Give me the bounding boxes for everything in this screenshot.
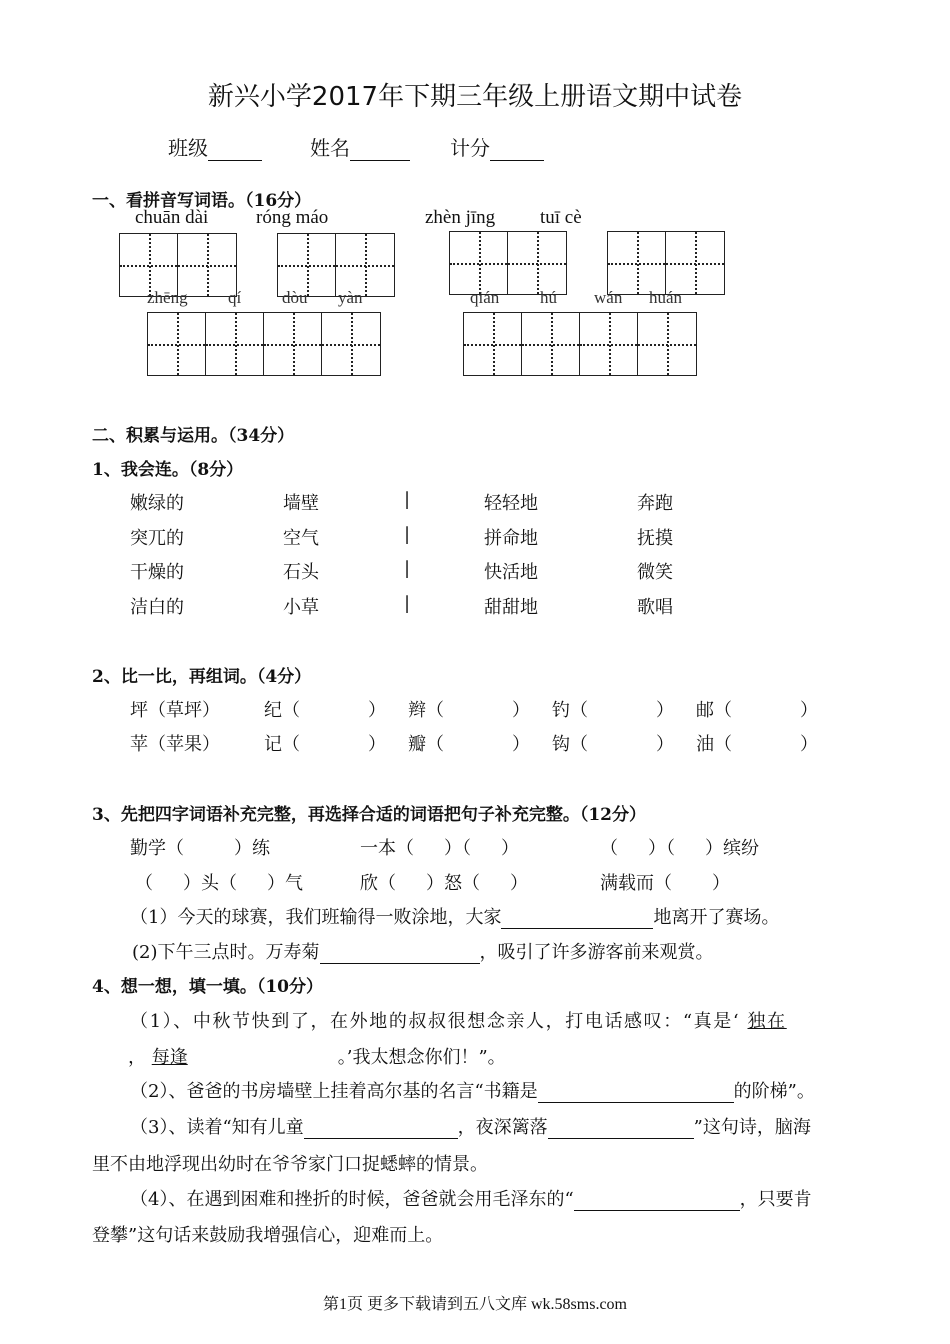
match-item[interactable]: 甜甜地 [484, 597, 538, 618]
class-blank[interactable] [208, 140, 262, 161]
q1-heading: 1、我会连。（8分） [92, 460, 244, 480]
idiom-fill[interactable]: 一本（ ）（ ） [360, 838, 519, 859]
idiom-fill[interactable]: 欣（ ）怒（ ） [360, 873, 528, 894]
compose-item[interactable]: 记（ ） [264, 734, 386, 755]
q4-item-1-line2: ， 每逢 。’我太想念你们！”。 [128, 1047, 506, 1068]
q4-item-4: （4）、在遇到困难和挫折的时候，爸爸就会用毛泽东的“ ，只要肯 [130, 1189, 812, 1210]
q4-heading: 4、想一想，填一填。（10分） [92, 977, 323, 997]
writing-grid[interactable] [449, 231, 567, 295]
answer-blank[interactable] [538, 1082, 734, 1103]
compose-item[interactable]: 钩（ ） [552, 734, 674, 755]
compose-item[interactable]: 辫（ ） [408, 700, 530, 721]
q4-item-3-line2: 里不由地浮现出幼时在爷爷家门口捉蟋蟀的情景。 [92, 1154, 488, 1175]
page-footer: 第1页 更多下载请到五八文库 wk.58sms.com [322, 1296, 627, 1313]
example-word: 苹（苹果） [130, 734, 220, 755]
separator: | [404, 558, 411, 579]
answer-blank[interactable] [320, 943, 480, 964]
idiom-fill[interactable]: （ ）头（ ）气 [135, 873, 303, 894]
pinyin: zhēng [147, 288, 188, 307]
answer-blank[interactable] [548, 1118, 694, 1139]
q2-heading: 2、比一比，再组词。（4分） [92, 667, 312, 687]
sentence-fill: （1）今天的球赛，我们班输得一败涂地，大家 地离开了赛场。 [130, 907, 780, 928]
section2-heading: 二、积累与运用。（34分） [92, 426, 295, 446]
class-field: 班级 [168, 132, 262, 161]
pinyin: huán [649, 288, 683, 307]
match-item[interactable]: 歌唱 [637, 597, 673, 618]
pinyin: dòu [282, 288, 308, 307]
name-blank[interactable] [350, 140, 410, 161]
compose-item[interactable]: 钓（ ） [552, 700, 674, 721]
answer-blank[interactable] [574, 1190, 740, 1211]
pinyin: wán [594, 288, 623, 307]
match-item[interactable]: 空气 [283, 528, 319, 549]
compose-item[interactable]: 油（ ） [696, 734, 818, 755]
match-item[interactable]: 洁白的 [130, 597, 184, 618]
match-item[interactable]: 拼命地 [484, 528, 538, 549]
pinyin: chuān dài [135, 207, 209, 228]
answer-blank[interactable]: 独在 [747, 1011, 787, 1032]
match-item[interactable]: 干燥的 [130, 562, 184, 583]
q4-item-2: （2）、爸爸的书房墙壁上挂着高尔基的名言“书籍是 的阶梯”。 [130, 1081, 815, 1102]
example-word: 坪（草坪） [130, 700, 220, 721]
sentence-fill: (2)下午三点时。万寿菊 ，吸引了许多游客前来观赏。 [132, 942, 714, 963]
section1-heading: 一、看拼音写词语。（16分） [92, 191, 312, 211]
match-item[interactable]: 小草 [283, 597, 319, 618]
match-item[interactable]: 微笑 [637, 562, 673, 583]
match-item[interactable]: 奔跑 [637, 493, 673, 514]
match-item[interactable]: 墙壁 [283, 493, 319, 514]
pinyin: qián [470, 288, 500, 307]
answer-blank[interactable]: 每逢 [151, 1047, 188, 1068]
match-item[interactable]: 快活地 [484, 562, 538, 583]
match-item[interactable]: 突兀的 [130, 528, 184, 549]
score-field: 计分 [450, 132, 544, 161]
q4-item-3: （3）、读着“知有儿童 ，夜深篱落 ”这句诗，脑海 [130, 1117, 811, 1138]
name-field: 姓名 [310, 132, 410, 161]
pinyin: róng máo [256, 207, 329, 228]
match-item[interactable]: 轻轻地 [484, 493, 538, 514]
pinyin: tuī cè [540, 207, 582, 228]
idiom-fill[interactable]: （ ）（ ）缤纷 [600, 838, 759, 859]
compose-item[interactable]: 纪（ ） [264, 700, 386, 721]
match-item[interactable]: 石头 [283, 562, 319, 583]
idiom-fill[interactable]: 满载而（ ） [600, 873, 730, 894]
idiom-fill[interactable]: 勤学（ ）练 [130, 838, 270, 859]
pinyin: hú [540, 288, 557, 307]
compose-item[interactable]: 瓣（ ） [408, 734, 530, 755]
pinyin: yàn [338, 288, 363, 307]
pinyin: zhèn jīng [425, 207, 496, 228]
answer-blank[interactable] [501, 908, 653, 929]
writing-grid[interactable] [463, 312, 697, 376]
separator: | [404, 489, 411, 510]
match-item[interactable]: 嫩绿的 [130, 493, 184, 514]
separator: | [404, 524, 411, 545]
q4-item-1: （1）、中秋节快到了，在外地的叔叔很想念亲人，打电话感叹：“真是‘ 独在 [130, 1011, 787, 1032]
separator: | [404, 593, 411, 614]
pinyin: qí [228, 288, 242, 307]
match-item[interactable]: 抚摸 [637, 528, 673, 549]
score-blank[interactable] [490, 140, 544, 161]
writing-grid[interactable] [607, 231, 725, 295]
writing-grid[interactable] [147, 312, 381, 376]
compose-item[interactable]: 邮（ ） [696, 700, 818, 721]
q4-item-4-line2: 登攀”这句话来鼓励我增强信心，迎难而上。 [92, 1225, 444, 1246]
q3-heading: 3、先把四字词语补充完整，再选择合适的词语把句子补充完整。（12分） [92, 805, 646, 825]
answer-blank[interactable] [304, 1118, 458, 1139]
page-title: 新兴小学2017年下期三年级上册语文期中试卷 [207, 82, 743, 112]
